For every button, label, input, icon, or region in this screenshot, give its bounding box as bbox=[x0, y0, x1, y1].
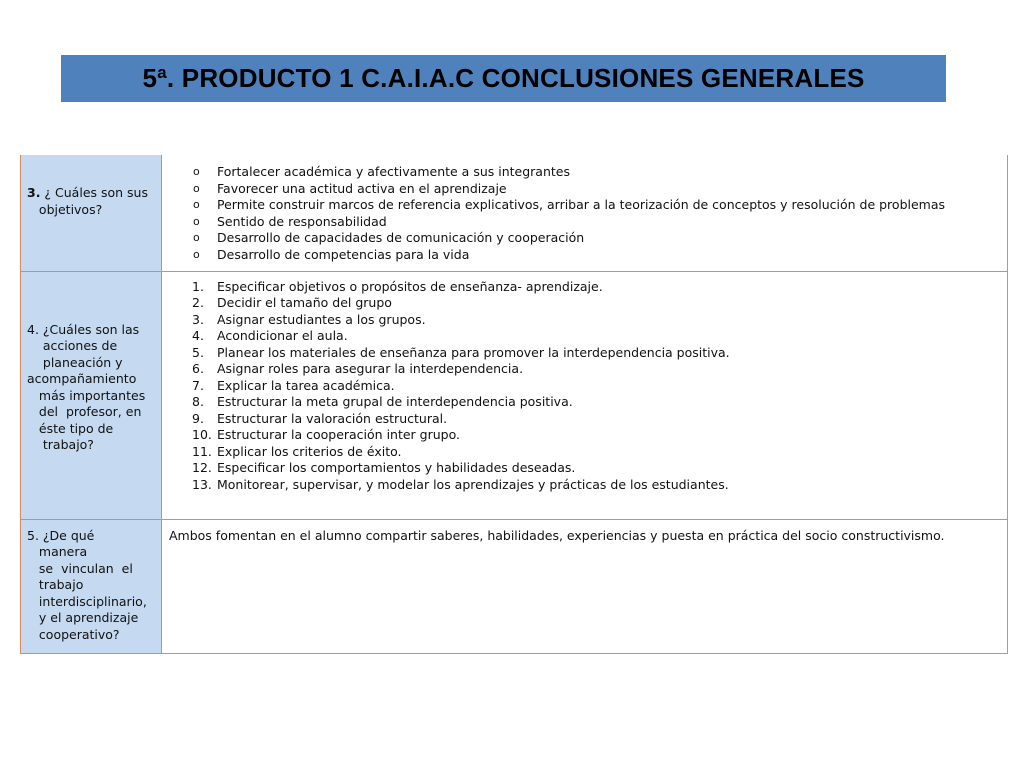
list-item bbox=[192, 477, 1007, 494]
list-item-text: Asignar estudiantes a los grupos. bbox=[217, 311, 426, 327]
list-item-text: Asignar roles para asegurar la interdependencia. bbox=[217, 361, 524, 376]
bullet-icon: o bbox=[193, 181, 200, 195]
actions-list bbox=[162, 272, 1007, 494]
list-item bbox=[193, 197, 1007, 214]
title-banner bbox=[61, 55, 946, 102]
list-number: 11. bbox=[192, 443, 212, 459]
list-item bbox=[192, 378, 1007, 395]
list-number: 2. bbox=[192, 295, 204, 310]
list-item-text: Estructurar la cooperación inter grupo. bbox=[217, 427, 460, 442]
list-item-text: Monitorear, supervisar, y modelar los aprendizajes y prácticas de los estudiantes. bbox=[217, 476, 729, 492]
table-row-actions bbox=[21, 271, 1008, 519]
list-item bbox=[192, 460, 1007, 477]
list-number: 5. bbox=[192, 344, 204, 360]
question-cell bbox=[21, 271, 162, 519]
list-item-text: Estructurar la meta grupal de interdependencia positiva. bbox=[217, 394, 573, 409]
list-item bbox=[192, 328, 1007, 345]
list-item-text: Especificar objetivos o propósitos de enseñanza- aprendizaje. bbox=[217, 278, 603, 294]
list-item-text: Planear los materiales de enseñanza para promover la interdependencia positiva. bbox=[217, 344, 730, 360]
list-item bbox=[193, 214, 1007, 231]
list-number: 4. bbox=[192, 328, 204, 343]
question-cell bbox=[21, 519, 162, 653]
list-item bbox=[192, 279, 1007, 296]
question-text: 4. ¿Cuáles son las acciones de planeación y acompañamiento más importantes del profesor, en éste tipo de trabajo? bbox=[27, 321, 146, 452]
list-number: 8. bbox=[192, 394, 204, 409]
list-item-text: Favorecer una actitud activa en el aprendizaje bbox=[217, 180, 507, 196]
list-item bbox=[192, 444, 1007, 461]
list-number: 6. bbox=[192, 361, 204, 376]
question-text: 5. ¿De qué manera se vinculan el trabajo interdisciplinario, y el aprendizaje cooperativo? bbox=[27, 527, 147, 642]
list-number: 1. bbox=[192, 278, 204, 294]
list-item-text: Estructurar la valoración estructural. bbox=[217, 410, 448, 426]
list-item-text: Sentido de responsabilidad bbox=[217, 213, 387, 229]
bullet-icon: o bbox=[193, 198, 200, 211]
question-cell bbox=[21, 155, 162, 271]
table-row-objectives bbox=[21, 155, 1008, 271]
table-row-link bbox=[21, 519, 1008, 653]
slide-title: 5ª. PRODUCTO 1 C.A.I.A.C CONCLUSIONES GENERALES bbox=[142, 63, 865, 93]
conclusions-table bbox=[20, 155, 1008, 654]
bullet-icon: o bbox=[193, 247, 200, 261]
answer-cell bbox=[162, 519, 1008, 653]
list-item bbox=[193, 164, 1007, 181]
list-number: 13. bbox=[192, 476, 212, 492]
list-item bbox=[193, 230, 1007, 247]
list-item-text: Explicar la tarea académica. bbox=[217, 377, 395, 393]
list-number: 12. bbox=[192, 460, 212, 475]
list-item bbox=[192, 295, 1007, 312]
question-text: ¿ Cuáles son sus objetivos? bbox=[38, 185, 148, 217]
list-item-text: Fortalecer académica y afectivamente a sus integrantes bbox=[217, 164, 570, 179]
bullet-icon: o bbox=[193, 214, 200, 228]
list-item bbox=[192, 345, 1007, 362]
list-item bbox=[193, 247, 1007, 264]
list-item-text: Desarrollo de capacidades de comunicación y cooperación bbox=[217, 230, 585, 245]
list-number: 7. bbox=[192, 377, 204, 393]
bullet-icon: o bbox=[193, 165, 200, 178]
list-item bbox=[192, 394, 1007, 411]
list-item bbox=[192, 361, 1007, 378]
list-number: 10. bbox=[192, 427, 212, 442]
list-item-text: Especificar los comportamientos y habilidades deseadas. bbox=[217, 460, 576, 475]
answer-text: Ambos fomentan en el alumno compartir saberes, habilidades, experiencias y puesta en práctica del socio constructivismo. bbox=[169, 527, 945, 543]
question-number: 3. bbox=[27, 185, 41, 200]
list-item bbox=[192, 312, 1007, 329]
list-item-text: Desarrollo de competencias para la vida bbox=[217, 246, 470, 262]
list-item bbox=[192, 411, 1007, 428]
bullet-icon: o bbox=[193, 231, 200, 244]
list-item-text: Explicar los criterios de éxito. bbox=[217, 443, 402, 459]
list-item-text: Permite construir marcos de referencia explicativos, arribar a la teorización de conceptos y resolución de problemas bbox=[217, 197, 946, 212]
list-number: 9. bbox=[192, 410, 204, 426]
objectives-list bbox=[162, 155, 1007, 263]
list-item bbox=[193, 181, 1007, 198]
answer-cell bbox=[162, 271, 1008, 519]
list-item-text: Acondicionar el aula. bbox=[217, 328, 348, 343]
list-item bbox=[192, 427, 1007, 444]
list-item-text: Decidir el tamaño del grupo bbox=[217, 295, 392, 310]
list-number: 3. bbox=[192, 311, 204, 327]
answer-cell bbox=[162, 155, 1008, 271]
